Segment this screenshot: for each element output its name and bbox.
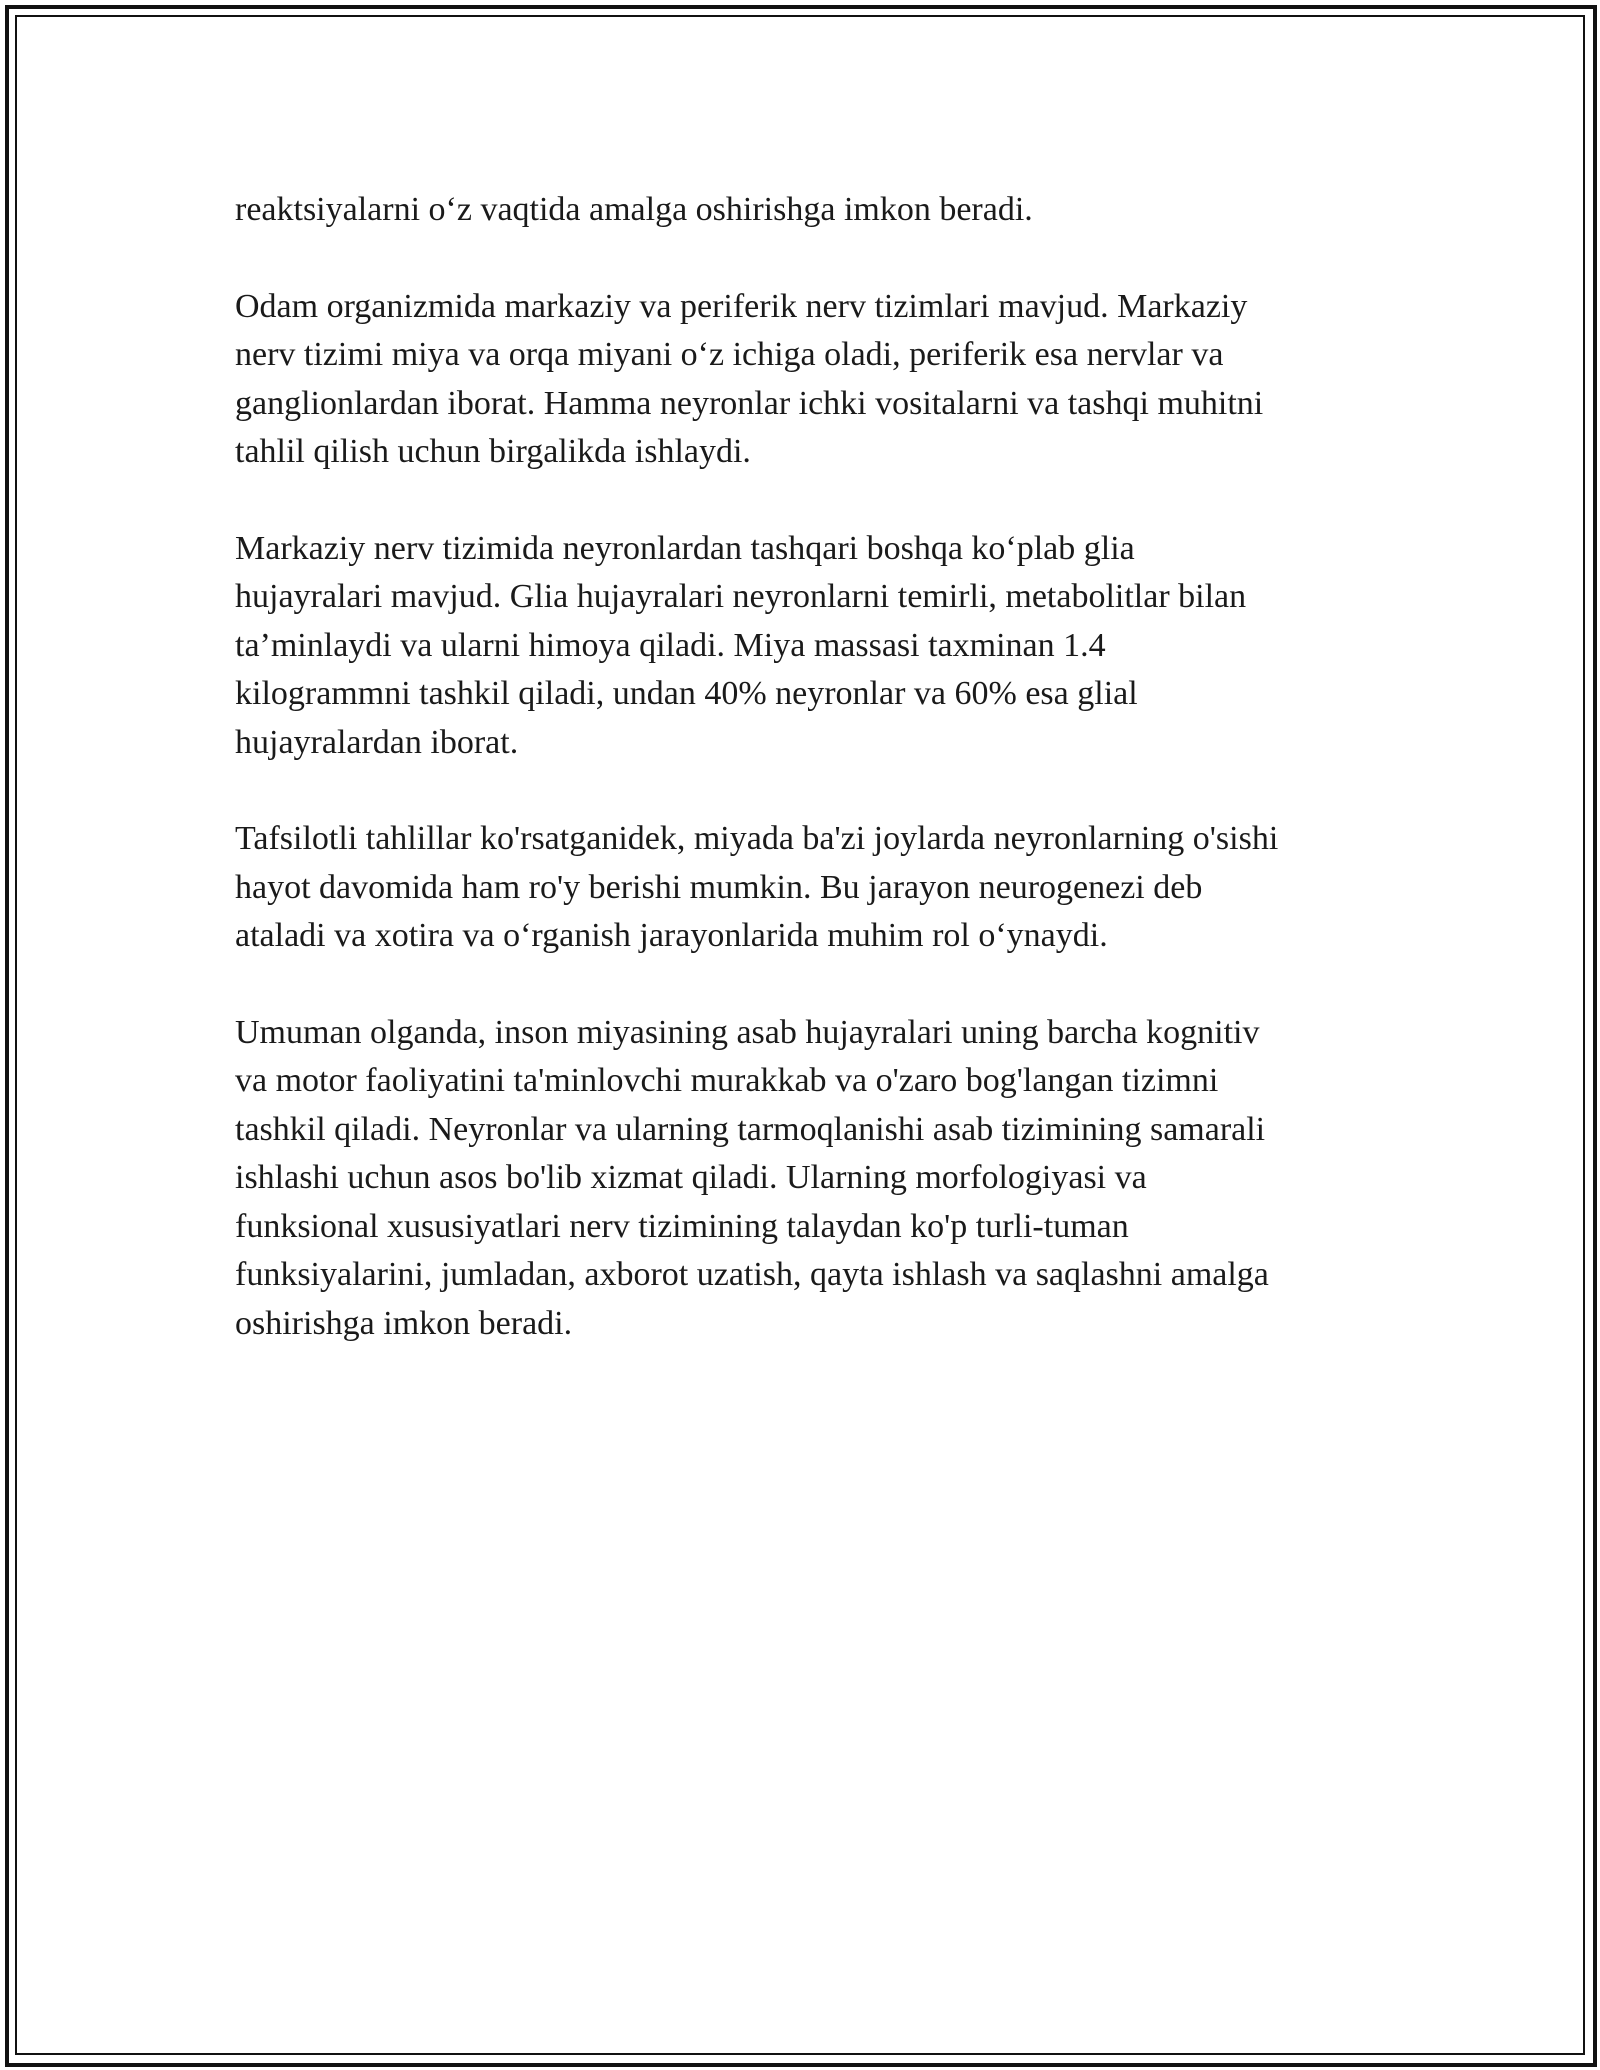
document-body [235,186,1375,1396]
paragraph-glia-cells: Markaziy nerv tizimida neyronlardan tashqari boshqa ko‘plab glia hujayralari mavjud. Glia hujayralari neyronlarni temirli, metabolitlar bilan ta’minlaydi va ularni himoya qiladi. Miya massasi taxminan 1.4 kilogrammni tashkil qiladi, undan 40% neyronlar va 60% esa glial hujayralardan iborat. [235,529,1247,761]
paragraph-neurogenesis: Tafsilotli tahlillar ko'rsatganidek, miyada ba'zi joylarda neyronlarning o'sishi hayot davomida ham ro'y berishi mumkin. Bu jarayon neurogenezi deb ataladi va xotira va o‘rganish jarayonlarida muhim rol o‘ynaydi. [235,820,1279,954]
paragraph-conclusion: Umuman olganda, inson miyasining asab hujayralari uning barcha kognitiv va motor faoliyatini ta'minlovchi murakkab va o'zaro bog'langan tizimni tashkil qiladi. Neyronlar va ularning tarmoqlanishi asab tizimining samarali ishlashi uchun asos bo'lib xizmat qiladi. Ularning morfologiyasi va funksional xususiyatlari nerv tizimining talaydan ko'p turli-tuman funksiyalarini, jumladan, axborot uzatish, qayta ishlash va saqlashni amalga oshirishga imkon beradi. [235,1013,1269,1342]
paragraph-nervous-systems: Odam organizmida markaziy va periferik nerv tizimlari mavjud. Markaziy nerv tizimi miya va orqa miyani o‘z ichiga oladi, periferik esa nervlar va ganglionlardan iborat. Hamma neyronlar ichki vositalarni va tashqi muhitni tahlil qilish uchun birgalikda ishlaydi. [235,287,1264,470]
paragraph-continuation: reaktsiyalarni o‘z vaqtida amalga oshirishga imkon beradi. [235,191,1033,228]
